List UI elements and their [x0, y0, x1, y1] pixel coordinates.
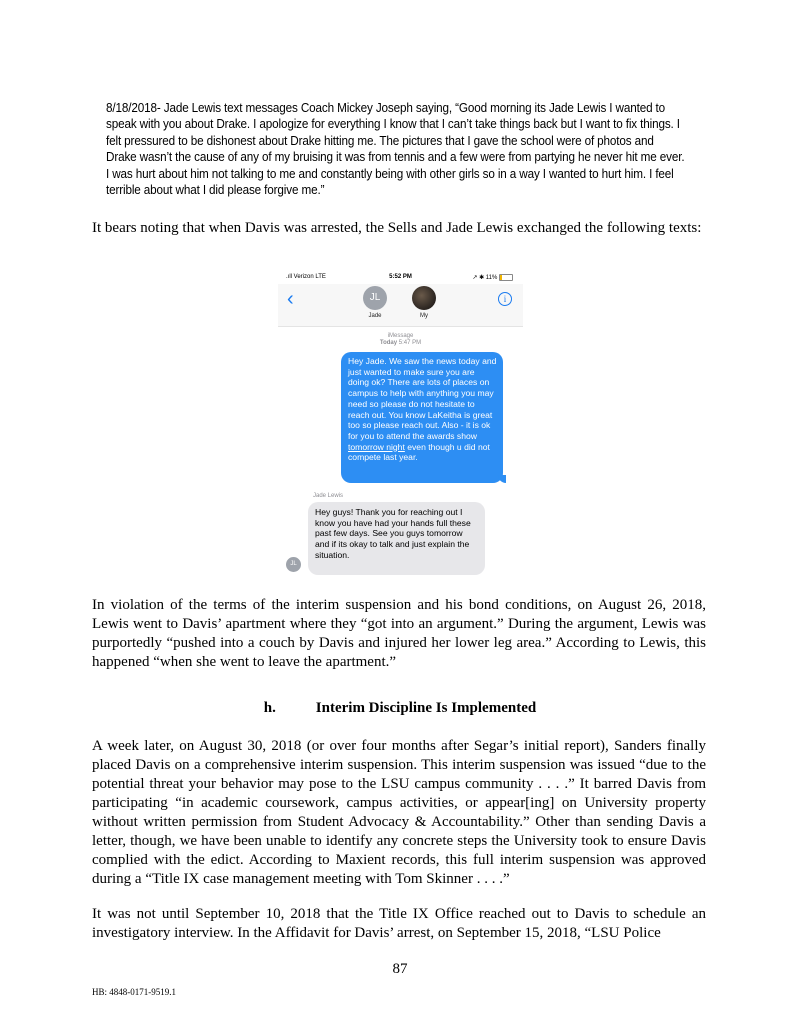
day-label: Today [379, 340, 398, 346]
back-chevron-icon[interactable]: ‹ [287, 288, 294, 310]
document-id: HB: 4848-0171-9519.1 [92, 987, 176, 997]
paragraph-texts-intro: It bears noting that when Davis was arrested, the Sells and Jade Lewis exchanged the following texts: [92, 220, 702, 236]
text-message-screenshot [278, 270, 523, 580]
service-label: iMessage [387, 333, 414, 339]
quoted-text-message: 8/18/2018- Jade Lewis text messages Coach Mickey Joseph saying, “Good morning its Jade Lewis I wanted to speak with you about Drake. I apologize for everything I know that I can’t take things back but I want to fix things. I felt pressured to be dishonest about Drake hitting me. The pictures that I gave the school were of photos and Drake wasn’t the cause of any of my bruising it was from tennis and a few were from partying he never hit me ever. I was hurt about him not talking to me and constantly being with other girls so in a way I wanted to hurt him. I feel terrible about what I did please forgive me.” [106, 101, 685, 198]
outgoing-text-end: even though u did not compete last year. [348, 441, 490, 463]
contact-name: Jade [368, 313, 382, 319]
date-line [278, 340, 523, 347]
incoming-avatar: JL [286, 557, 301, 572]
outgoing-message-bubble[interactable] [341, 352, 503, 483]
status-indicators [472, 274, 513, 281]
section-title: Interim Discipline Is Implemented [315, 700, 537, 716]
paragraph-violation: In violation of the terms of the interim suspension and his bond conditions, on August 26, 2018, Lewis went to Davis’ apartment where they “got into an argument.” During the argument, Lewis was purportedly “pushed into a couch by Davis and injured her lower leg area.” According to Lewis, this happened “when she went to leave the apartment.” [92, 597, 706, 670]
status-time: 5:52 PM [389, 274, 412, 280]
day-time: 5:47 PM [398, 340, 422, 346]
outgoing-date-link[interactable]: tomorrow night [348, 441, 405, 452]
battery-percent: ↗ ✱ 11% [472, 275, 498, 282]
status-bar [278, 274, 523, 284]
battery-icon [499, 274, 513, 281]
section-heading [0, 700, 800, 717]
paragraph-title-ix: It was not until September 10, 2018 that the Title IX Office reached out to Davis to schedule an investigatory interview. In the Affidavit for Davis’ arrest, on September 15, 2018, “LSU Police [92, 906, 706, 941]
page-number: 87 [392, 961, 408, 977]
contact-avatar[interactable]: JL [363, 286, 387, 310]
section-number: h. [263, 700, 276, 716]
carrier-label: .ıll Verizon LTE [286, 274, 326, 280]
my-name: My [420, 313, 428, 319]
conversation-header [278, 284, 523, 327]
outgoing-text-start: Hey Jade. We saw the news today and just wanted to make sure you are doing ok? There are lots of places on campus to help with anything you may need so please do not hesitate to reach out. You know LaKeitha is great too so please reach out. Also - it is ok for you to attend the awards show [348, 356, 497, 441]
my-avatar[interactable] [412, 286, 436, 310]
incoming-message-bubble[interactable]: Hey guys! Thank you for reaching out I know you have had your hands full these past few days. See you guys tomorrow and if its okay to talk and just explain the situation. [308, 502, 485, 575]
message-timestamp [278, 333, 523, 347]
info-icon[interactable]: i [498, 292, 512, 306]
paragraph-interim-suspension: A week later, on August 30, 2018 (or over four months after Segar’s initial report), Sanders finally placed Davis on a comprehensive interim suspension. This interim suspension was issued “due to the potential threat your behavior may pose to the LSU campus community . . . .” It barred Davis from participating “in academic coursework, campus activities, or appear[ing] on University property without written permission from Student Advocacy & Accountability.” Other than sending Davis a letter, though, we have been unable to identify any concrete steps the University took to ensure Davis complied with the edict. According to Maxient records, this full interim suspension was approved during a “Title IX case management meeting with Tom Skinner . . . .” [92, 738, 706, 887]
incoming-sender-name: Jade Lewis [313, 493, 344, 499]
